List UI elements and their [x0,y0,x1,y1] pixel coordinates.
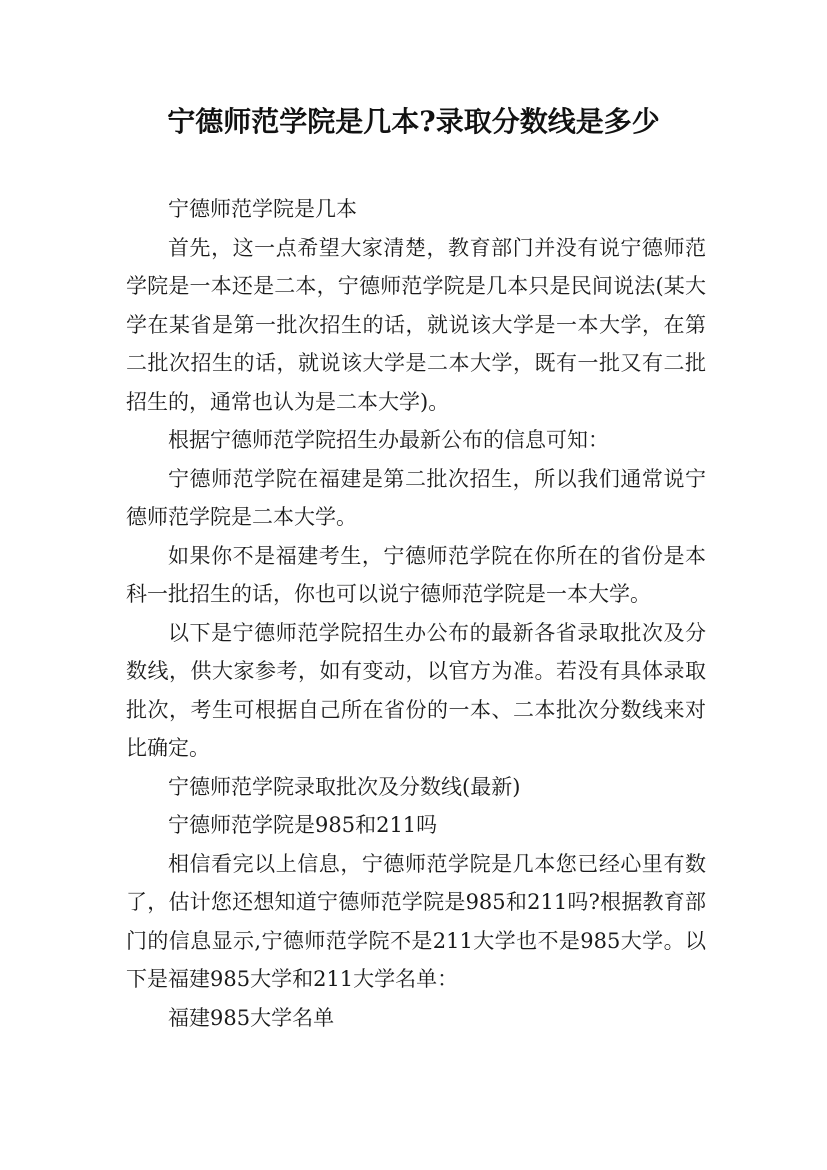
paragraph-fujian-batch: 宁德师范学院在福建是第二批次招生，所以我们通常说宁德师范学院是二本大学。 [126,466,706,529]
section-heading-985-211: 宁德师范学院是985和211吗 [168,813,438,837]
section-heading-ranking: 宁德师范学院是几本 [168,197,357,221]
paragraph-score-intro: 以下是宁德师范学院招生办公布的最新各省录取批次及分数线，供大家参考，如有变动，以官方为准。若没有具体录取批次，考生可根据自己所在省份的一本、二本批次分数线来对比确定。 [126,620,706,760]
section-heading-scores: 宁德师范学院录取批次及分数线(最新) [168,774,521,799]
paragraph-985-211-answer: 相信看完以上信息，宁德师范学院是几本您已经心里有数了，估计您还想知道宁德师范学院是985和211吗?根据教育部门的信息显示,宁德师范学院不是211大学也不是985大学。以下是福建985大学和211大学名单： [126,851,706,991]
paragraph-source-note: 根据宁德师范学院招生办最新公布的信息可知： [168,428,609,452]
paragraph-other-provinces: 如果你不是福建考生，宁德师范学院在你所在的省份是本科一批招生的话，你也可以说宁德师范学院是一本大学。 [126,543,706,606]
paragraph-explanation: 首先，这一点希望大家清楚，教育部门并没有说宁德师范学院是一本还是二本，宁德师范学院是几本只是民间说法(某大学在某省是第一批次招生的话，就说该大学是一本大学，在第二批次招生的话，就说该大学是二本大学，既有一批又有二批招生的，通常也认为是二本大学)。 [126,235,706,414]
document-body [126,190,706,1037]
document-title: 宁德师范学院是几本?录取分数线是多少 [167,105,660,138]
section-heading-fujian-985-list: 福建985大学名单 [168,1005,335,1030]
